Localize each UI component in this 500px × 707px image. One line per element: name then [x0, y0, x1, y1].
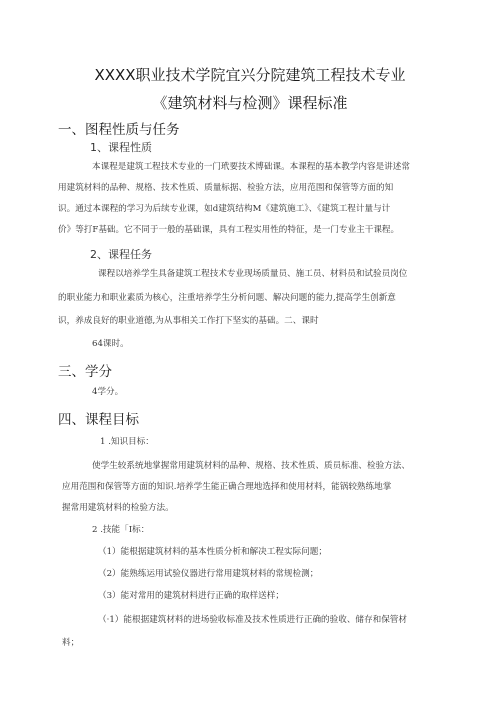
- paragraph-line: 识，养成良好的职业道德,为从事相关工作打下坚实的基础。二、课时: [58, 316, 319, 326]
- subheading-course-nature: 1、课程性质: [90, 141, 152, 154]
- subheading-course-tasks: 2、课程任务: [90, 248, 152, 261]
- document-title-line-2: 《建筑材料与检测》课程标准: [152, 94, 348, 112]
- paragraph-line: 的职业能力和职业素质为核心，注重培养学生分析问题、解决问题的能力,提高学生创新意: [58, 293, 396, 303]
- paragraph-line: 64课时。: [92, 339, 129, 349]
- skill-item: （·1）能根据建筑材料的进场验收标准及技术性质进行正确的验收、储存和保管材: [98, 615, 407, 625]
- knowledge-goal-heading: 1 .知识目标：: [100, 437, 154, 447]
- paragraph-line: 课程以培养学生具备建筑工程技术专业现场质量员、施工员、材料员和试验员岗位: [98, 269, 408, 279]
- skill-item: （1）能根据建筑材料的基本性质分析和解决工程实际问题；: [98, 547, 327, 557]
- section-heading-nature-and-tasks: 一、图程性质与任务: [58, 122, 180, 138]
- paragraph-line: 价》等打F基础。它不同于一般的基础课，具有工程实用性的特征，是一门专业主干课程。: [58, 225, 400, 235]
- paragraph-line: 使学生较系统地掌握常用建筑材料的品种、规格、技术性质、质员标准、检验方法、: [92, 461, 410, 471]
- skill-item: （2）能熟练运用试验仪器进行常用建筑材料的常规检测；: [98, 569, 319, 579]
- document-title-line-1: XXXX职业技术学院宜兴分院建筑工程技术专业: [94, 66, 406, 84]
- skill-goal-heading: 2 .技能「I标：: [92, 525, 150, 535]
- paragraph-line: 应用范围和保管等方面的知识.培养学生能正确合理地选择和使用材料，能锅较熟练地掌: [62, 482, 392, 492]
- credits-value: 4学分。: [92, 387, 124, 397]
- skill-item: （3）能对常用的建筑材料进行正确的取样送样；: [98, 591, 284, 601]
- section-heading-course-goals: 四、课程目标: [58, 412, 139, 428]
- paragraph-line: 本课程是建筑工程技术专业的一门玳要技术博础课。本课程的基本教学内容是讲述常: [92, 162, 410, 172]
- section-heading-credits: 三、学分: [58, 364, 112, 380]
- paragraph-line: 用建筑材料的品种、规格、技术性质、质量标据、检验方法，应用范围和保管等方面的知: [58, 183, 394, 193]
- paragraph-line: 识。通过本课程的学习为后续专业课，如d建筑结构M《建筑施工》、《建筑工程计量与计: [58, 204, 391, 214]
- skill-item-continuation: 料；: [62, 638, 80, 648]
- paragraph-line: 握常用建筑材料的检验方法。: [62, 503, 174, 513]
